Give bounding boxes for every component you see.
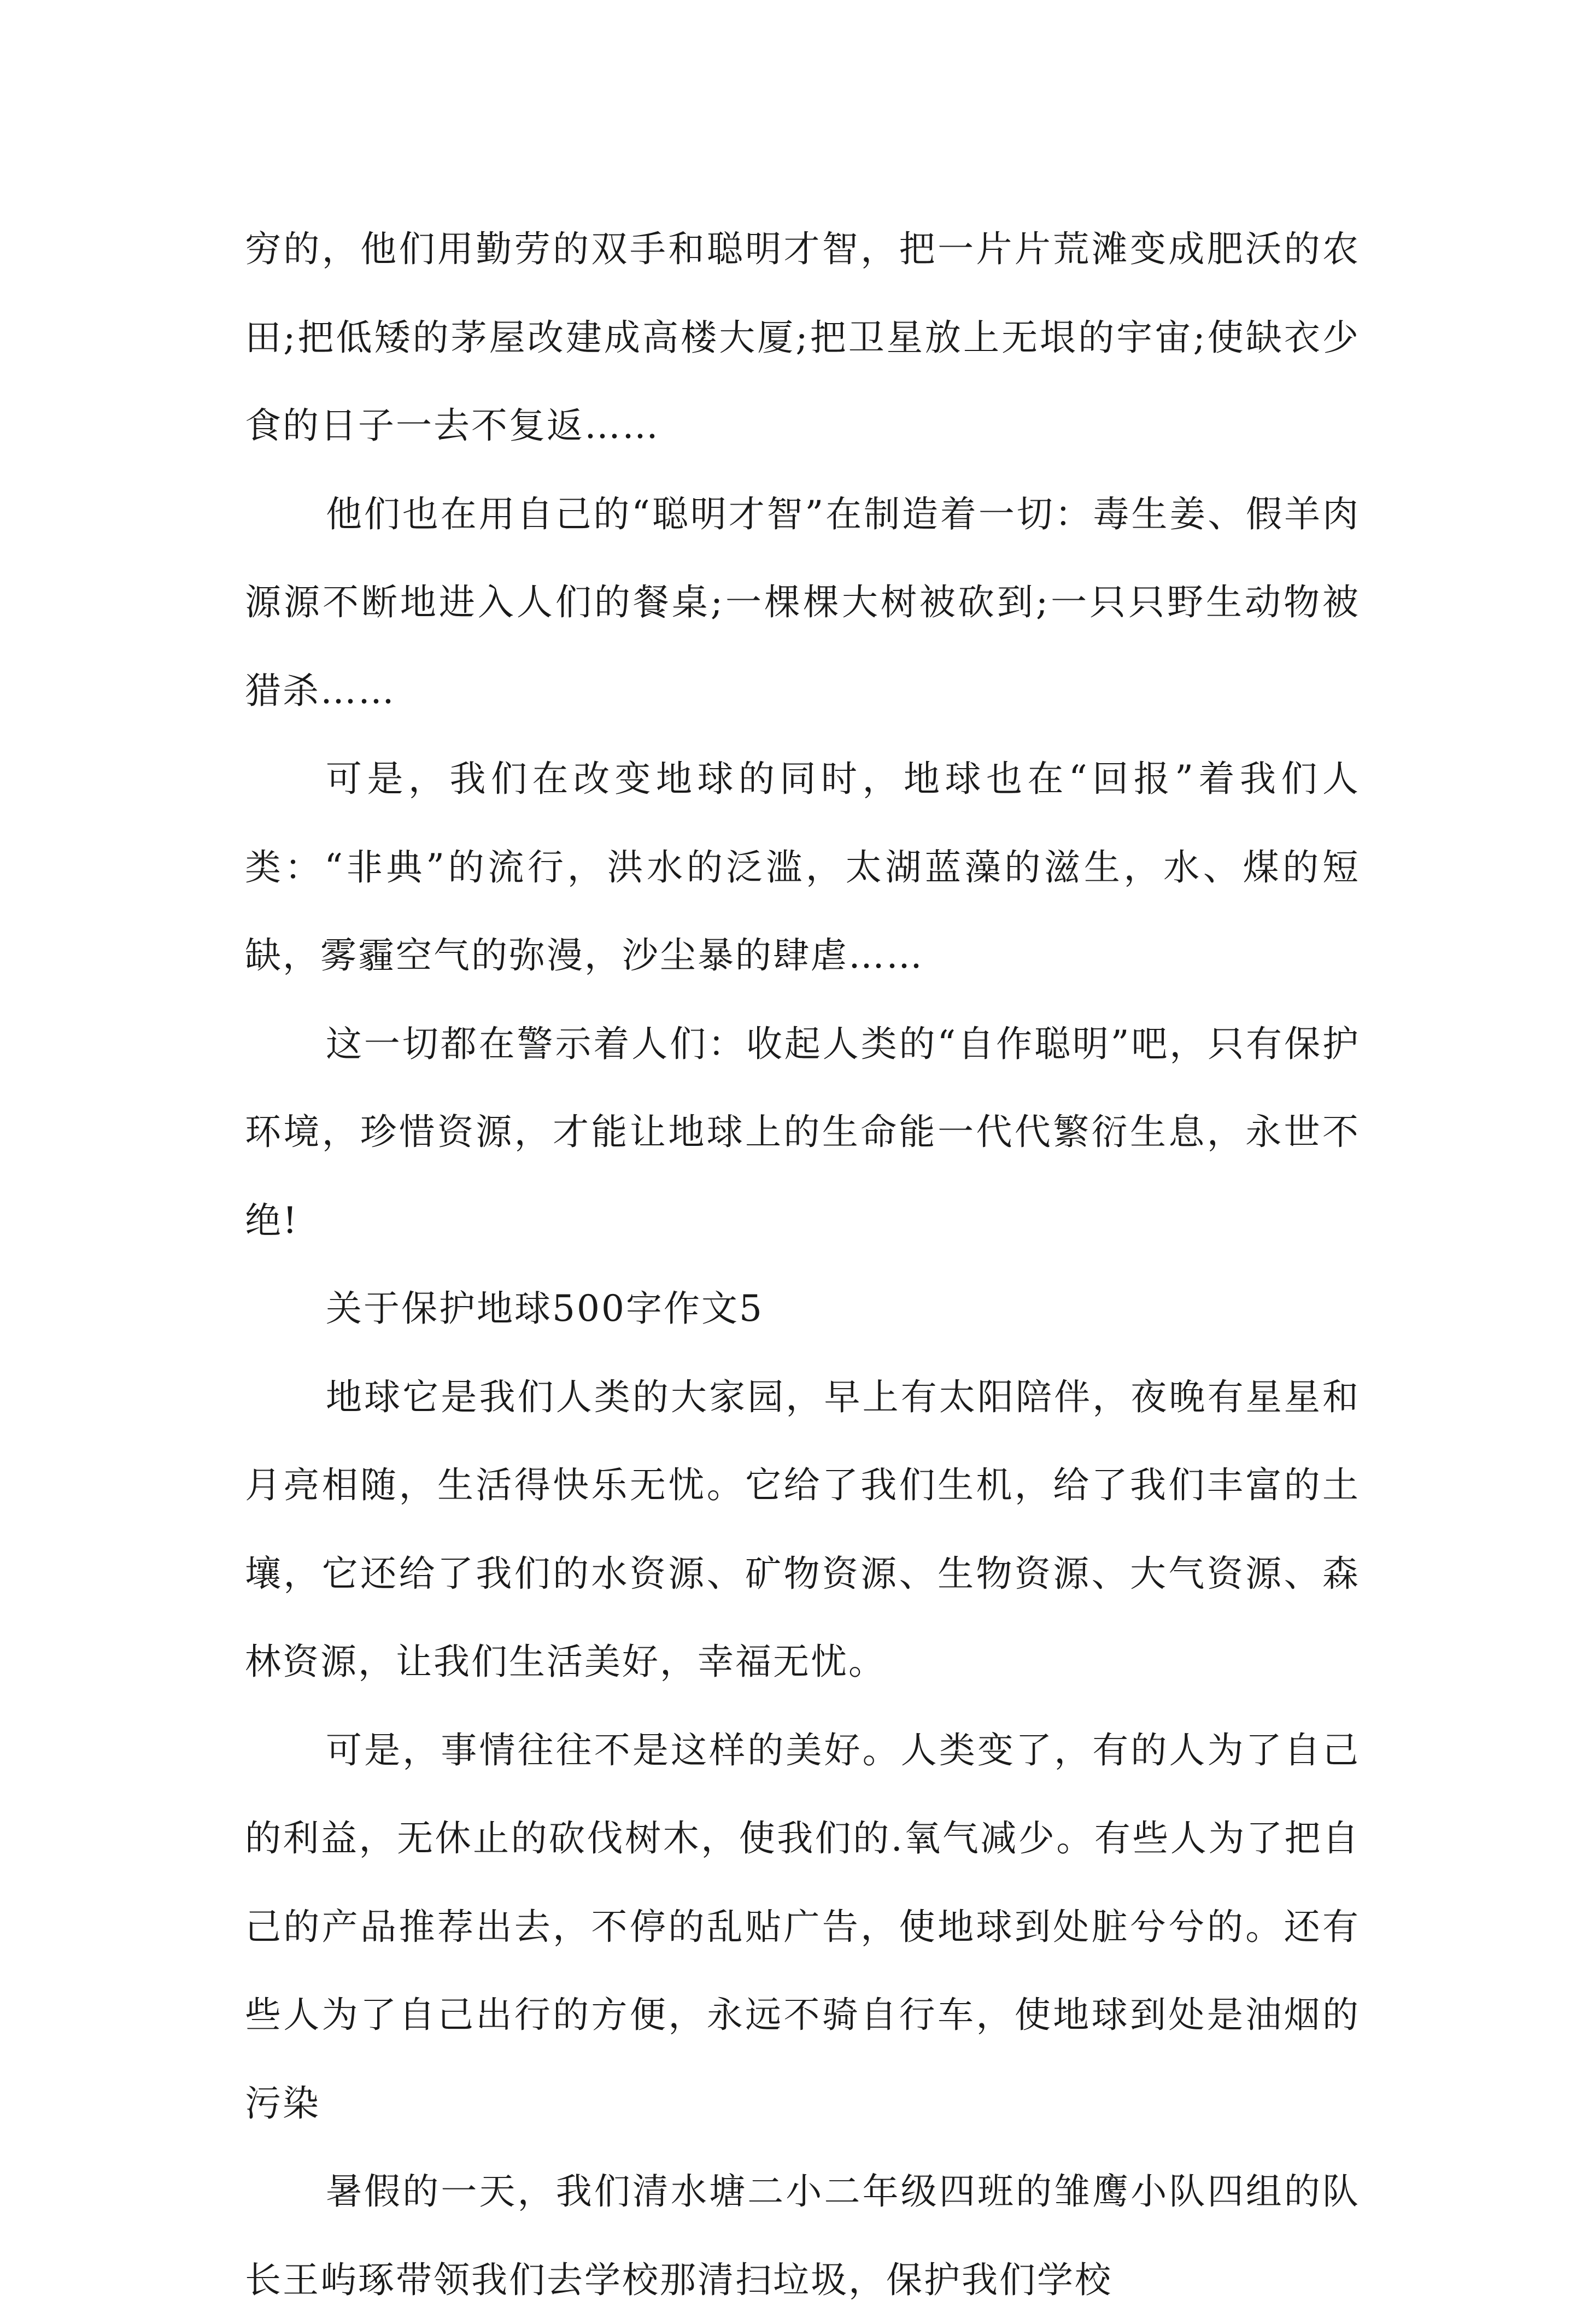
paragraph: 这一切都在警示着人们：收起人类的“自作聪明”吧，只有保护环境，珍惜资源，才能让地球上的生命能一代代繁衍生息，永世不绝! <box>245 1022 1360 1242</box>
paragraph: 可是，我们在改变地球的同时，地球也在“回报”着我们人类：“非典”的流行，洪水的泛滥，太湖蓝藻的滋生，水、煤的短缺，雾霾空气的弥漫，沙尘暴的肆虐…… <box>245 758 1360 976</box>
essay-text <box>245 205 1360 2324</box>
paragraph: 暑假的一天，我们清水塘二小二年级四班的雏鹰小队四组的队长王屿琢带领我们去学校那清扫垃圾，保护我们学校 <box>245 2170 1360 2301</box>
paragraph: 地球它是我们人类的大家园，早上有太阳陪伴，夜晚有星星和月亮相随，生活得快乐无忧。它给了我们生机，给了我们丰富的土壤，它还给了我们的水资源、矿物资源、生物资源、大气资源、森林资源，让我们生活美好，幸福无忧。 <box>245 1375 1360 1683</box>
paragraph-continuation: 穷的，他们用勤劳的双手和聪明才智，把一片片荒滩变成肥沃的农田;把低矮的茅屋改建成高楼大厦;把卫星放上无垠的宇宙;使缺衣少食的日子一去不复返…… <box>245 228 1360 447</box>
paragraph: 可是，事情往往不是这样的美好。人类变了，有的人为了自己的利益，无休止的砍伐树木，使我们的.氧气减少。有些人为了把自己的产品推荐出去，不停的乱贴广告，使地球到处脏兮兮的。还有些人为了自己出行的方便，永远不骑自行车，使地球到处是油烟的污染 <box>245 1729 1360 2124</box>
paragraph: 他们也在用自己的“聪明才智”在制造着一切：毒生姜、假羊肉源源不断地进入人们的餐桌;一棵棵大树被砍到;一只只野生动物被猎杀…… <box>245 493 1360 712</box>
essay-heading: 关于保护地球500字作文5 <box>326 1287 764 1330</box>
